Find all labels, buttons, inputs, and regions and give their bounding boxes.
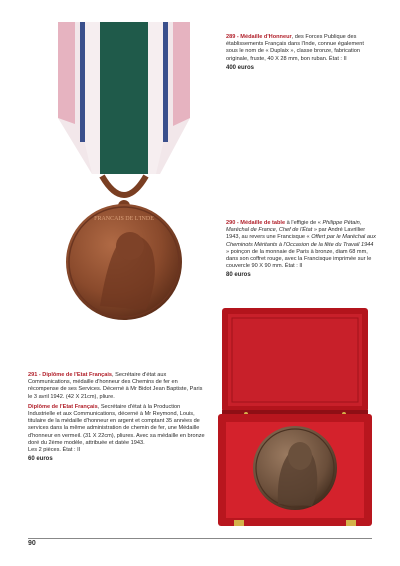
- medal-inscription: FRANCAIS DE L'INDE: [94, 216, 154, 222]
- lot-289-title: 289 - Médaille d'Honneur: [226, 34, 292, 40]
- lot-291-second-diploma: Diplôme de l'Etat Français, Secrétaire d'état à la Production Industrielle et aux Communications, décerné à Mr Reymond, Louis, titulaire de la médaille d'honneur en argent et comptant 35 années de services dans la même administration de chemin de fer, une Médaille d'honneur en vermeil. (31 X 22cm), pliures. Avec sa médaille en bronze doré du 2ème modèle, attribuée et datée 1943.: [28, 403, 205, 446]
- lot-291-title: 291 - Diplôme de l'Etat Français: [28, 372, 113, 378]
- lot-291-condition: Les 2 pièces. État : II: [28, 447, 81, 454]
- lot-291-description: 291 - Diplôme de l'Etat Français, Secrétaire d'état aux Communications, médaille d'honneur des Chemins de fer en récompense de ses Services. Décerné à Mr Bidot Jean Baptiste, Paris le 3 avril 1942. (42 X 21cm), pliure.: [28, 372, 203, 400]
- footer-divider: [28, 538, 372, 539]
- page-number: 90: [28, 540, 36, 547]
- lot-290: [226, 220, 376, 280]
- lot-289-description: 289 - Médaille d'Honneur, des Forces Publique des établissements Français dans l'Inde, connue également sous le nom de « Duplaix », classe bronze, fabrication originale, fruste, 40 X 28 mm, bon ruban. État : II: [226, 34, 364, 62]
- lot-289-price: 400 euros: [226, 64, 255, 71]
- medal-with-ribbon-image: [40, 14, 210, 330]
- lot-289: [226, 34, 376, 72]
- lot-291-title2: Diplôme de l'Etat Français: [28, 403, 98, 410]
- lot-290-title: 290 - Médaille de table: [226, 220, 286, 226]
- lot-290-price: 80 euros: [226, 272, 251, 279]
- table-medal-box-image: [216, 306, 374, 528]
- lot-291-price: 60 euros: [28, 456, 53, 463]
- lot-290-description: 290 - Médaille de table à l'effigie de « Philippe Pétain, Maréchal de France, Chef de l'État » par André Lavrillier 1943, au revers une Francisque « Offert par le Maréchal aux Cheminots Méritants à l'Occasion de la fête du Travail 1944 » poinçon de la monnaie de Paris à bronze, diam 68 mm, dans son coffret rouge, avec la Francisque imprimée sur le couvercle 90 X 90 mm. État : II: [226, 220, 376, 270]
- lot-291: [28, 372, 208, 463]
